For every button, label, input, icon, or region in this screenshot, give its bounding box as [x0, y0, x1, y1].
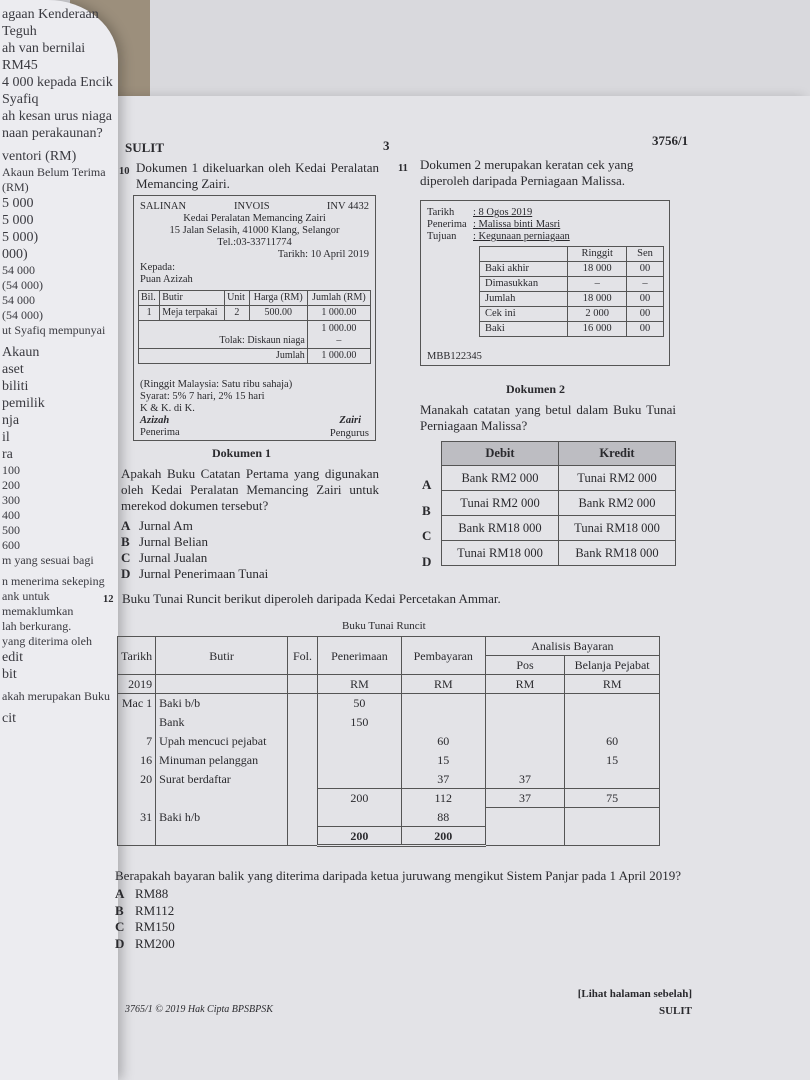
left-text: 300 [2, 493, 20, 507]
options-list [121, 518, 268, 582]
left-text: Akaun [2, 345, 40, 360]
left-text: ventori (RM) [2, 149, 77, 164]
eoe: K & K. di K. [140, 403, 195, 414]
cell-folio [288, 694, 318, 713]
col-header: Ringgit [568, 247, 627, 262]
invoice-date: Tarikh: 10 April 2019 [277, 249, 369, 260]
cell-receipts [318, 732, 402, 751]
option-b[interactable] [121, 534, 268, 550]
payee-label: Penerima [427, 219, 467, 230]
cell: Meja terpakai [160, 306, 225, 321]
left-text: 5 000 [2, 213, 34, 228]
left-text: 5 000 [2, 196, 34, 211]
cheque-stub [420, 200, 670, 366]
cell-payments [401, 713, 485, 732]
option-key-b[interactable]: B [422, 502, 431, 518]
cell-postage [485, 732, 565, 751]
option-key: B [115, 902, 124, 918]
option-text: RM150 [135, 919, 175, 934]
cell-office [565, 827, 660, 846]
cell-postage: 37 [485, 770, 565, 789]
to-name: Puan Azizah [140, 274, 193, 285]
shop-address: 15 Jalan Selasih, 41000 Klang, Selangor [169, 225, 340, 236]
table-row [118, 808, 660, 827]
cell-receipts: 200 [318, 827, 402, 846]
left-text: 400 [2, 508, 20, 522]
cell-folio [288, 770, 318, 789]
question-number: 11 [398, 163, 408, 174]
cell-payments: 88 [401, 808, 485, 827]
cell-item: Minuman pelanggan [156, 751, 288, 770]
cell-folio [288, 808, 318, 827]
cell-item: Baki b/b [156, 694, 288, 713]
left-text: Akaun Belum Terima (RM) [2, 165, 106, 194]
option-key: A [121, 518, 131, 533]
cell: Dimasukkan [480, 277, 568, 292]
header-date: Tarikh [118, 637, 156, 675]
left-page-curl [0, 0, 118, 1080]
option-key: C [115, 919, 125, 934]
cell: – [627, 277, 664, 292]
cell: Cek ini [480, 307, 568, 322]
purpose-label: Tujuan [427, 231, 457, 242]
option-row-b[interactable] [442, 491, 676, 516]
petty-cash-book [117, 636, 660, 847]
cell-office: 60 [565, 732, 660, 751]
cell: Baki [480, 322, 568, 337]
cell: 00 [627, 322, 664, 337]
cell-folio [288, 675, 318, 694]
document-caption: Dokumen 2 [506, 382, 566, 396]
option-key: B [121, 534, 130, 549]
cell-payments: 15 [401, 751, 485, 770]
left-text: 100 [2, 463, 20, 477]
cell-postage [485, 694, 565, 713]
copyright: 3765/1 © 2019 Hak Cipta BPSBPSK [125, 1004, 273, 1015]
col-header: Sen [627, 247, 664, 262]
cell-date [118, 713, 156, 732]
options-table [441, 441, 676, 566]
subtotal: 1 000.00 [321, 322, 357, 334]
left-text: il [2, 430, 10, 445]
payee: Malissa binti Masri [478, 219, 561, 230]
question-text: Dokumen 1 dikeluarkan oleh Kedai Peralatan Memancing Zairi. [136, 160, 379, 191]
cell-date: 2019 [118, 675, 156, 694]
left-text: (54 000) [2, 308, 43, 322]
option-text: RM112 [135, 902, 175, 918]
cheque-balance-table [479, 246, 664, 337]
left-text: biliti [2, 379, 29, 394]
question-text: Buku Tunai Runcit berikut diperoleh daripada Kedai Percetakan Ammar. [122, 591, 501, 606]
cell-office [565, 713, 660, 732]
option-a[interactable] [115, 886, 175, 903]
option-row-d[interactable] [442, 541, 676, 566]
table-row [118, 770, 660, 789]
cell-item [156, 789, 288, 808]
cell-folio [288, 827, 318, 846]
option-c[interactable] [121, 550, 268, 566]
cell-date [118, 789, 156, 808]
credit-cell: Bank RM18 000 [559, 541, 676, 566]
total-label: Jumlah [139, 349, 308, 364]
cell-receipts [318, 751, 402, 770]
left-text: agaan Kenderaan Teguh [2, 7, 99, 39]
table-row [118, 713, 660, 732]
cell-office [565, 694, 660, 713]
left-text: naan perakaunan? [2, 126, 103, 141]
total-value: 1 000.00 [307, 349, 370, 364]
header-item: Butir [156, 637, 288, 675]
left-text: ah van bernilai RM45 [2, 41, 86, 73]
option-text: RM200 [135, 935, 175, 951]
cell: 1 000.00 [307, 306, 370, 321]
cell-date: 16 [118, 751, 156, 770]
option-c[interactable] [115, 919, 175, 936]
left-text: 4 000 kepada Encik Syafiq [2, 75, 113, 107]
terms: Syarat: 5% 7 hari, 2% 15 hari [140, 391, 265, 402]
shop-name: Kedai Peralatan Memancing Zairi [183, 213, 326, 224]
receiver-label: Penerima [140, 427, 180, 438]
option-d[interactable] [115, 936, 175, 953]
option-key-c[interactable]: C [422, 528, 432, 543]
cell-receipts: 200 [318, 789, 402, 808]
left-text: ut Syafiq mempunyai [2, 323, 106, 337]
subtotal-cell [307, 321, 370, 349]
col-header: Bil. [139, 291, 160, 306]
cell-date: 31 [118, 808, 156, 827]
cell: Baki akhir [480, 262, 568, 277]
cell-postage [485, 751, 565, 770]
signature-receiver: Azizah [140, 415, 170, 426]
cell-payments [401, 694, 485, 713]
left-text: edit [2, 650, 23, 665]
option-key-a[interactable]: A [422, 477, 432, 492]
option-text: Jurnal Penerimaan Tunai [139, 566, 269, 581]
cell-office: 15 [565, 751, 660, 770]
left-text: 600 [2, 538, 20, 552]
header-analysis: Analisis Bayaran [485, 637, 659, 656]
left-text: 200 [2, 478, 20, 492]
options-list [115, 886, 175, 952]
option-text: Jurnal Jualan [139, 550, 208, 565]
cell-office [565, 808, 660, 827]
table-row [118, 732, 660, 751]
left-text: ah kesan urus niaga [2, 109, 113, 124]
left-text: lah berkurang. [2, 619, 72, 633]
payee-value: : Malissa binti Masri [473, 219, 561, 230]
left-text: 54 000 [2, 263, 35, 277]
left-text: ra [2, 447, 13, 462]
date-value: : 8 Ogos 2019 [473, 207, 533, 218]
cell-receipts [318, 808, 402, 827]
left-text: 500 [2, 523, 20, 537]
left-text: cit [2, 711, 16, 726]
cell-item: Bank [156, 713, 288, 732]
col-header: Harga (RM) [249, 291, 307, 306]
cell-postage: RM [485, 675, 565, 694]
cell: 18 000 [568, 262, 627, 277]
col-header [480, 247, 568, 262]
cell-payments: 37 [401, 770, 485, 789]
cell: Jumlah [480, 292, 568, 307]
option-key: D [115, 935, 125, 951]
table-row [118, 789, 660, 808]
page-number: 3 [383, 138, 390, 153]
cell-payments: 200 [401, 827, 485, 846]
option-keys [422, 472, 431, 574]
option-key: C [121, 550, 131, 565]
cell-receipts [318, 770, 402, 789]
cheque-serial: MBB122345 [427, 351, 482, 362]
cell: 00 [627, 292, 664, 307]
cell-folio [288, 732, 318, 751]
footer-sulit: SULIT [658, 1005, 692, 1017]
left-text: yang diterima oleh [2, 634, 92, 648]
debit-cell: Bank RM18 000 [442, 516, 559, 541]
invoice-table [138, 290, 371, 364]
cell: 00 [627, 262, 664, 277]
left-text: nja [2, 413, 20, 428]
invoice-number: INV 4432 [326, 201, 369, 212]
cell: 18 000 [568, 292, 627, 307]
question-text: Apakah Buku Catatan Pertama yang digunakan oleh Kedai Peralatan Memancing Zairi untuk merekod dokumen tersebut? [121, 466, 379, 513]
to-label: Kepada: [140, 262, 175, 273]
credit-cell: Tunai RM2 000 [559, 466, 676, 491]
invoice-document [133, 195, 376, 441]
option-d[interactable] [121, 566, 268, 582]
debit-cell: Bank RM2 000 [442, 466, 559, 491]
discount-label: Tolak: Diskaun niaga [139, 321, 308, 349]
left-text: ank untuk memaklumkan [2, 589, 74, 618]
table-row [480, 292, 664, 307]
cell-date: 7 [118, 732, 156, 751]
date-label: Tarikh [427, 207, 455, 218]
credit-header: Kredit [559, 442, 676, 466]
cell-receipts: RM [318, 675, 402, 694]
left-text: 5 000) [2, 230, 39, 245]
left-text: bit [2, 667, 17, 682]
debit-cell: Tunai RM2 000 [442, 491, 559, 516]
table-row [480, 262, 664, 277]
manager-label: Pengurus [329, 428, 369, 439]
document-caption: Dokumen 1 [212, 446, 272, 460]
invoice-title: INVOIS [234, 201, 270, 212]
table-row [480, 277, 664, 292]
discount-value: – [336, 334, 342, 346]
left-text: (54 000) [2, 278, 43, 292]
header-receipts: Penerimaan [318, 637, 402, 675]
cell-folio [288, 713, 318, 732]
invoice-copy-label: SALINAN [140, 201, 187, 212]
option-key: D [121, 566, 131, 581]
left-text: pemilik [2, 396, 45, 411]
cell-payments: RM [401, 675, 485, 694]
cell: 2 000 [568, 307, 627, 322]
cell-postage [485, 713, 565, 732]
left-text: akah merupakan Buku [2, 689, 110, 703]
cell-payments: 60 [401, 732, 485, 751]
left-text: n menerima sekeping [2, 574, 105, 588]
table-row [118, 751, 660, 770]
next-page-note: [Lihat halaman sebelah] [577, 988, 692, 1000]
cell: 00 [627, 307, 664, 322]
question-text: Berapakah bayaran balik yang diterima daripada ketua juruwang mengikut Sistem Panjar pada 1 April 2019? [115, 868, 682, 883]
cell: 1 [139, 306, 160, 321]
cell-postage: 37 [485, 789, 565, 808]
col-header: Butir [160, 291, 225, 306]
credit-cell: Bank RM2 000 [559, 491, 676, 516]
cell-office [565, 770, 660, 789]
header-sulit: SULIT [125, 140, 165, 155]
cell: 2 [225, 306, 250, 321]
cell-postage [485, 808, 565, 827]
table-row [480, 307, 664, 322]
cell-item [156, 827, 288, 846]
left-text: aset [2, 362, 24, 377]
left-text: 54 000 [2, 293, 35, 307]
header-office: Belanja Pejabat [565, 656, 660, 675]
credit-cell: Tunai RM18 000 [559, 516, 676, 541]
option-key: A [115, 886, 125, 901]
cell-folio [288, 751, 318, 770]
option-b[interactable] [115, 903, 175, 920]
cell-item: Surat berdaftar [156, 770, 288, 789]
cell-postage [485, 827, 565, 846]
purpose-value: : Kegunaan perniagaan [473, 231, 570, 242]
cell-date: Mac 1 [118, 694, 156, 713]
cell: 500.00 [249, 306, 307, 321]
header-postage: Pos [485, 656, 565, 675]
left-text: 000) [2, 247, 28, 262]
header-folio: Fol. [288, 637, 318, 675]
option-key-d[interactable]: D [422, 553, 432, 569]
shop-tel: Tel.:03-33711774 [217, 237, 292, 248]
cell-item: Baki h/b [156, 808, 288, 827]
table-row [118, 675, 660, 694]
date: 8 Ogos 2019 [478, 207, 533, 218]
option-a[interactable] [121, 518, 268, 534]
cell: 16 000 [568, 322, 627, 337]
option-text: RM88 [135, 886, 169, 901]
cell-office: RM [565, 675, 660, 694]
left-text: m yang sesuai bagi [2, 553, 94, 567]
cell-office: 75 [565, 789, 660, 808]
question-text: Manakah catatan yang betul dalam Buku Tunai Perniagaan Malissa? [420, 402, 676, 433]
question-number: 12 [103, 594, 114, 605]
table-row [118, 694, 660, 713]
option-text: Jurnal Am [139, 518, 193, 533]
option-text: Jurnal Belian [139, 534, 208, 549]
cell-receipts: 150 [318, 713, 402, 732]
question-text: Dokumen 2 merupakan keratan cek yang diperoleh daripada Perniagaan Malissa. [420, 157, 634, 188]
cell-payments: 112 [401, 789, 485, 808]
table-row [480, 322, 664, 337]
table-caption: Buku Tunai Runcit [342, 620, 426, 632]
cell-folio [288, 789, 318, 808]
debit-header: Debit [442, 442, 559, 466]
cell-item [156, 675, 288, 694]
purpose: Kegunaan perniagaan [478, 231, 570, 242]
col-header: Jumlah (RM) [307, 291, 370, 306]
debit-cell: Tunai RM18 000 [442, 541, 559, 566]
cell-receipts: 50 [318, 694, 402, 713]
cell: – [568, 277, 627, 292]
cell-date: 20 [118, 770, 156, 789]
paper-code: 3756/1 [652, 133, 689, 148]
col-header: Unit [225, 291, 250, 306]
option-row-c[interactable] [442, 516, 676, 541]
table-row [118, 827, 660, 846]
option-row-a[interactable] [442, 466, 676, 491]
cell-item: Upah mencuci pejabat [156, 732, 288, 751]
cell-date [118, 827, 156, 846]
header-payments: Pembayaran [401, 637, 485, 675]
question-number: 10 [119, 166, 130, 177]
amount-words: (Ringgit Malaysia: Satu ribu sahaja) [140, 379, 293, 390]
signature-manager: Zairi [339, 415, 361, 426]
